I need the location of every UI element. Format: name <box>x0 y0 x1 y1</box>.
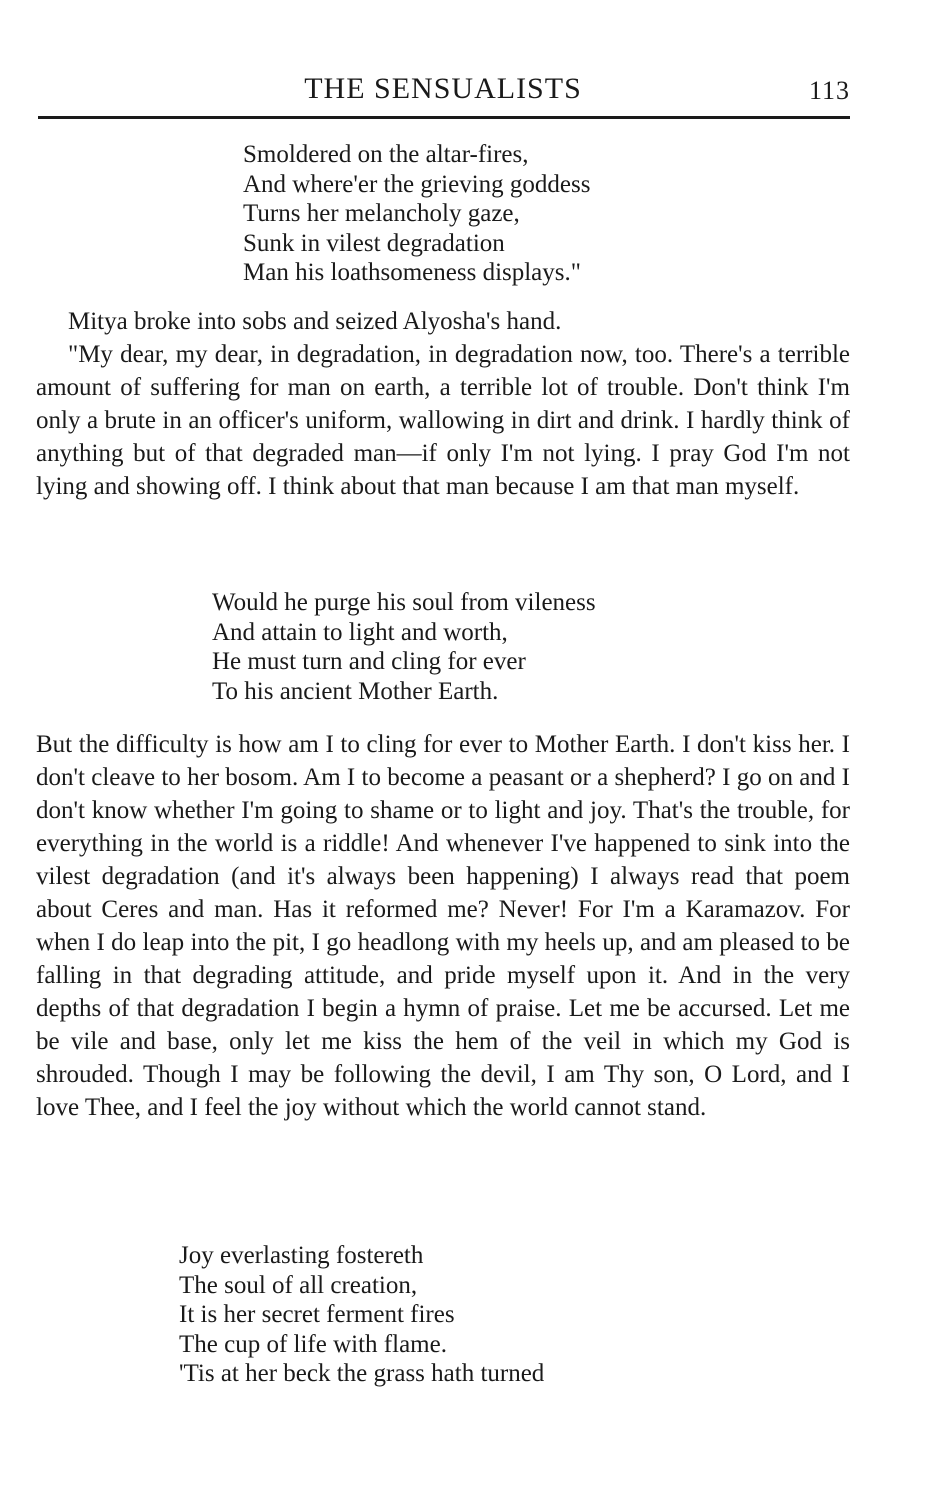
verse-line: Smoldered on the altar-fires, <box>243 141 529 168</box>
verse-line: And attain to light and worth, <box>212 618 508 646</box>
prose-block-1 <box>36 305 850 503</box>
verse-line: To his ancient Mother Earth. <box>212 677 499 705</box>
header-rule <box>38 116 850 119</box>
verse-stanza-1 <box>243 140 590 288</box>
page-number: 113 <box>808 76 850 105</box>
verse-line: It is her secret ferment fires <box>179 1301 455 1329</box>
paragraph: But the difficulty is how am I to cling for ever to Mother Earth. I don't kiss her. I don't cleave to her bosom. Am I to become a peasant or a shepherd? I go on and I don't know whether I'm going to shame or to light and joy. That's the trouble, for everything in the world is a riddle! And whenever I've happened to sink into the vilest degradation (and it's always been happening) I always read that poem about Ceres and man. Has it reformed me? Never! For I'm a Karamazov. For when I do leap into the pit, I go headlong with my heels up, and am pleased to be falling in that degrading attitude, and pride myself upon it. And in the very depths of that degradation I begin a hymn of praise. Let me be accursed. Let me be vile and base, only let me kiss the hem of the veil in which my God is shrouded. Though I may be following the devil, I am Thy son, O Lord, and I love Thee, and I feel the joy without which the world cannot stand. <box>36 731 850 1121</box>
verse-line: Man his loathsomeness displays." <box>243 259 581 287</box>
verse-stanza-2 <box>212 588 596 706</box>
verse-stanza-3 <box>179 1241 544 1389</box>
running-title: THE SENSUALISTS <box>304 72 582 105</box>
verse-line: 'Tis at her beck the grass hath turned <box>179 1360 545 1388</box>
prose-block-2 <box>36 728 850 1124</box>
verse-line: Turns her melancholy gaze, <box>243 200 520 228</box>
verse-line: The soul of all creation, <box>179 1271 418 1299</box>
verse-line: Joy everlasting fostereth <box>179 1242 424 1269</box>
verse-line: Would he purge his soul from vileness <box>212 589 596 616</box>
paragraph: "My dear, my dear, in degradation, in degradation now, too. There's a terrible amount of suffering for man on earth, a terrible lot of trouble. Don't think I'm only a brute in an officer's uniform, wallowing in dirt and drink. I hardly think of anything but of that degraded man—if only I'm not lying. I pray God I'm not lying and showing off. I think about that man because I am that man myself. <box>36 341 850 500</box>
running-head <box>36 70 850 110</box>
verse-line: He must turn and cling for ever <box>212 648 526 676</box>
verse-line: The cup of life with flame. <box>179 1330 447 1358</box>
verse-line: Sunk in vilest degradation <box>243 229 505 257</box>
verse-line: And where'er the grieving goddess <box>243 170 591 198</box>
paragraph: Mitya broke into sobs and seized Alyosha's hand. <box>68 308 562 335</box>
